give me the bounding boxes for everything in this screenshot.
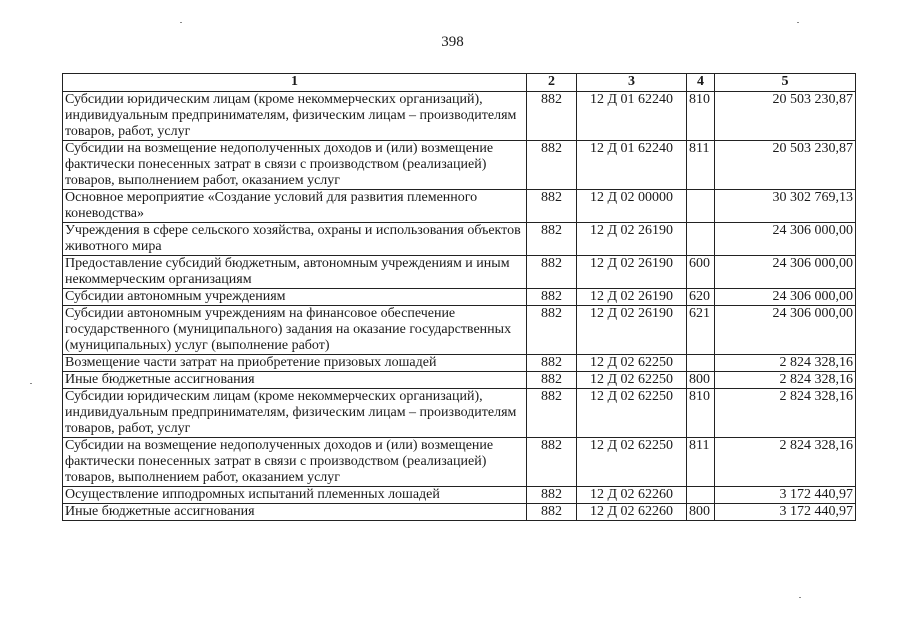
row-name: Субсидии юридическим лицам (кроме некоммерческих организаций), индивидуальным предпринимателям, физическим лицам – производителям товаров, работ, услуг — [63, 92, 527, 141]
budget-table — [62, 73, 856, 521]
row-name: Возмещение части затрат на приобретение призовых лошадей — [63, 355, 527, 372]
row-expense-type — [687, 487, 715, 504]
table-row — [63, 487, 856, 504]
row-expense-type — [687, 190, 715, 223]
scan-speck — [797, 22, 799, 23]
row-expense-type: 811 — [687, 438, 715, 487]
table-row — [63, 438, 856, 487]
row-name: Субсидии на возмещение недополученных доходов и (или) возмещение фактически понесенных затрат в связи с производством (реализацией) товаров, выполнением работ, оказанием услуг — [63, 141, 527, 190]
row-code: 882 — [527, 306, 577, 355]
row-target-code: 12 Д 02 26190 — [577, 306, 687, 355]
table-row — [63, 256, 856, 289]
column-header: 1 — [63, 74, 527, 92]
row-amount: 3 172 440,97 — [715, 487, 856, 504]
row-target-code: 12 Д 02 62250 — [577, 389, 687, 438]
row-amount: 30 302 769,13 — [715, 190, 856, 223]
row-amount: 3 172 440,97 — [715, 504, 856, 521]
row-amount: 24 306 000,00 — [715, 289, 856, 306]
scan-speck — [799, 597, 801, 598]
row-name: Иные бюджетные ассигнования — [63, 504, 527, 521]
row-target-code: 12 Д 02 26190 — [577, 289, 687, 306]
scan-speck — [30, 383, 32, 384]
row-amount: 24 306 000,00 — [715, 256, 856, 289]
row-code: 882 — [527, 289, 577, 306]
page-number: 398 — [441, 34, 464, 50]
row-amount: 2 824 328,16 — [715, 355, 856, 372]
table-row — [63, 504, 856, 521]
row-name: Субсидии автономным учреждениям на финансовое обеспечение государственного (муниципального) задания на оказание государственных (муниципальных) услуг (выполнение работ) — [63, 306, 527, 355]
row-expense-type: 811 — [687, 141, 715, 190]
row-name: Осуществление ипподромных испытаний племенных лошадей — [63, 487, 527, 504]
table-row — [63, 223, 856, 256]
row-code: 882 — [527, 504, 577, 521]
row-code: 882 — [527, 487, 577, 504]
row-name: Предоставление субсидий бюджетным, автономным учреждениям и иным некоммерческим организациям — [63, 256, 527, 289]
row-expense-type: 600 — [687, 256, 715, 289]
row-name: Основное мероприятие «Создание условий для развития племенного коневодства» — [63, 190, 527, 223]
row-amount: 24 306 000,00 — [715, 223, 856, 256]
row-target-code: 12 Д 02 62250 — [577, 372, 687, 389]
table-row — [63, 92, 856, 141]
row-target-code: 12 Д 02 62250 — [577, 355, 687, 372]
row-name: Субсидии автономным учреждениям — [63, 289, 527, 306]
table-row — [63, 306, 856, 355]
row-target-code: 12 Д 01 62240 — [577, 141, 687, 190]
table-row — [63, 372, 856, 389]
row-expense-type: 810 — [687, 92, 715, 141]
row-expense-type: 810 — [687, 389, 715, 438]
row-expense-type: 621 — [687, 306, 715, 355]
row-amount: 20 503 230,87 — [715, 141, 856, 190]
table-row — [63, 389, 856, 438]
row-target-code: 12 Д 02 62260 — [577, 487, 687, 504]
row-code: 882 — [527, 438, 577, 487]
row-expense-type: 620 — [687, 289, 715, 306]
row-name: Иные бюджетные ассигнования — [63, 372, 527, 389]
table-header-row — [63, 74, 856, 92]
row-target-code: 12 Д 02 62260 — [577, 504, 687, 521]
column-header: 2 — [527, 74, 577, 92]
row-amount: 20 503 230,87 — [715, 92, 856, 141]
row-expense-type: 800 — [687, 504, 715, 521]
column-header: 4 — [687, 74, 715, 92]
table-row — [63, 355, 856, 372]
row-expense-type — [687, 355, 715, 372]
table-row — [63, 289, 856, 306]
row-target-code: 12 Д 02 62250 — [577, 438, 687, 487]
table-row — [63, 141, 856, 190]
row-target-code: 12 Д 02 26190 — [577, 223, 687, 256]
row-code: 882 — [527, 256, 577, 289]
row-code: 882 — [527, 223, 577, 256]
row-amount: 2 824 328,16 — [715, 372, 856, 389]
row-expense-type: 800 — [687, 372, 715, 389]
column-header: 5 — [715, 74, 856, 92]
scan-speck — [180, 22, 182, 23]
table-row — [63, 190, 856, 223]
row-amount: 2 824 328,16 — [715, 389, 856, 438]
row-target-code: 12 Д 01 62240 — [577, 92, 687, 141]
row-amount: 2 824 328,16 — [715, 438, 856, 487]
row-code: 882 — [527, 141, 577, 190]
row-amount: 24 306 000,00 — [715, 306, 856, 355]
row-target-code: 12 Д 02 26190 — [577, 256, 687, 289]
row-code: 882 — [527, 355, 577, 372]
row-code: 882 — [527, 372, 577, 389]
row-expense-type — [687, 223, 715, 256]
row-name: Субсидии юридическим лицам (кроме некоммерческих организаций), индивидуальным предпринимателям, физическим лицам – производителям товаров, работ, услуг — [63, 389, 527, 438]
row-code: 882 — [527, 190, 577, 223]
row-name: Субсидии на возмещение недополученных доходов и (или) возмещение фактически понесенных затрат в связи с производством (реализацией) товаров, выполнением работ, оказанием услуг — [63, 438, 527, 487]
row-target-code: 12 Д 02 00000 — [577, 190, 687, 223]
row-code: 882 — [527, 389, 577, 438]
row-name: Учреждения в сфере сельского хозяйства, охраны и использования объектов животного мира — [63, 223, 527, 256]
row-code: 882 — [527, 92, 577, 141]
column-header: 3 — [577, 74, 687, 92]
